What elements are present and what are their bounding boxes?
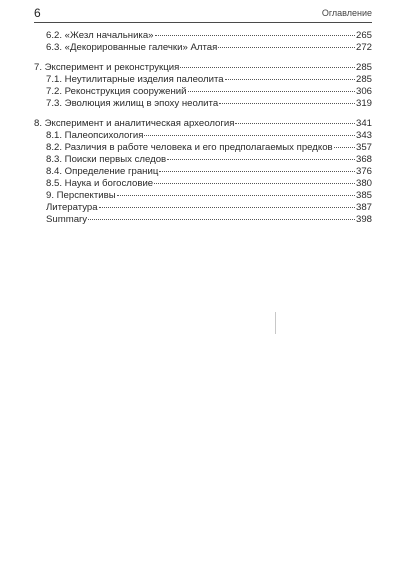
toc-entry-8-3[interactable]: [34, 154, 372, 166]
toc-entry-title: Литература: [46, 202, 98, 213]
toc-entry-title: 8.4. Определение границ: [46, 166, 159, 177]
toc-entry-title: 8.5. Наука и богословие: [46, 178, 154, 189]
toc-entry-page: 368: [355, 154, 372, 165]
toc-entry-summary[interactable]: [34, 214, 372, 226]
toc-entry-title: 6.2. «Жезл начальника»: [46, 30, 154, 41]
toc-entry-title: 9. Перспективы: [46, 190, 116, 201]
toc-dot-leader: [159, 171, 355, 172]
toc-dot-leader: [235, 123, 355, 124]
toc-entry-title: 7.2. Реконструкция сооружений: [46, 86, 187, 97]
toc-entry-chapter-9[interactable]: [34, 190, 372, 202]
toc-dot-leader: [144, 135, 355, 136]
toc-entry-page: 357: [355, 142, 372, 153]
toc-entry-page: 380: [355, 178, 372, 189]
toc-entry-title: 6.3. «Декорированные галечки» Алтая: [46, 42, 218, 53]
toc-entry-7-2[interactable]: [34, 86, 372, 98]
toc-entry-6-3[interactable]: [34, 42, 372, 54]
table-of-contents: [34, 30, 372, 226]
toc-entry-page: 285: [355, 74, 372, 85]
toc-entry-page: 341: [355, 118, 372, 129]
page-header: [34, 8, 372, 23]
toc-dot-leader: [117, 195, 355, 196]
toc-dot-leader: [88, 219, 355, 220]
toc-entry-8-1[interactable]: [34, 130, 372, 142]
toc-entry-title: 7.3. Эволюция жилищ в эпоху неолита: [46, 98, 219, 109]
toc-entry-title: 8.3. Поиски первых следов: [46, 154, 167, 165]
toc-entry-page: 285: [355, 62, 372, 73]
toc-entry-8-2[interactable]: [34, 142, 372, 154]
toc-entry-title: Summary: [46, 214, 88, 225]
toc-entry-8-4[interactable]: [34, 166, 372, 178]
toc-dot-leader: [225, 79, 355, 80]
toc-entry-title: 7. Эксперимент и реконструкция: [34, 62, 180, 73]
toc-dot-leader: [188, 91, 355, 92]
toc-dot-leader: [154, 183, 355, 184]
scan-artifact-mark: [275, 312, 276, 334]
toc-entry-page: 387: [355, 202, 372, 213]
running-title: Оглавление: [321, 8, 372, 18]
toc-entry-title: 7.1. Неутилитарные изделия палеолита: [46, 74, 224, 85]
toc-entry-6-2[interactable]: [34, 30, 372, 42]
toc-entry-page: 319: [355, 98, 372, 109]
toc-entry-title: 8. Эксперимент и аналитическая археология: [34, 118, 235, 129]
toc-dot-leader: [180, 67, 355, 68]
toc-dot-leader: [99, 207, 355, 208]
toc-entry-page: 306: [355, 86, 372, 97]
page-number: 6: [34, 6, 41, 20]
toc-entry-page: 272: [355, 42, 372, 53]
toc-entry-literature[interactable]: [34, 202, 372, 214]
toc-dot-leader: [167, 159, 355, 160]
toc-entry-7-3[interactable]: [34, 98, 372, 110]
toc-dot-leader: [155, 35, 355, 36]
toc-entry-title: 8.2. Различия в работе человека и его предполагаемых предков: [46, 142, 333, 153]
toc-entry-page: 376: [355, 166, 372, 177]
toc-entry-chapter-8[interactable]: [34, 118, 372, 130]
toc-entry-7-1[interactable]: [34, 74, 372, 86]
toc-dot-leader: [219, 103, 355, 104]
toc-entry-page: 343: [355, 130, 372, 141]
toc-entry-title: 8.1. Палеопсихология: [46, 130, 144, 141]
toc-entry-8-5[interactable]: [34, 178, 372, 190]
toc-entry-page: 398: [355, 214, 372, 225]
toc-entry-page: 265: [355, 30, 372, 41]
toc-dot-leader: [334, 147, 355, 148]
toc-dot-leader: [218, 47, 355, 48]
toc-entry-chapter-7[interactable]: [34, 62, 372, 74]
toc-entry-page: 385: [355, 190, 372, 201]
